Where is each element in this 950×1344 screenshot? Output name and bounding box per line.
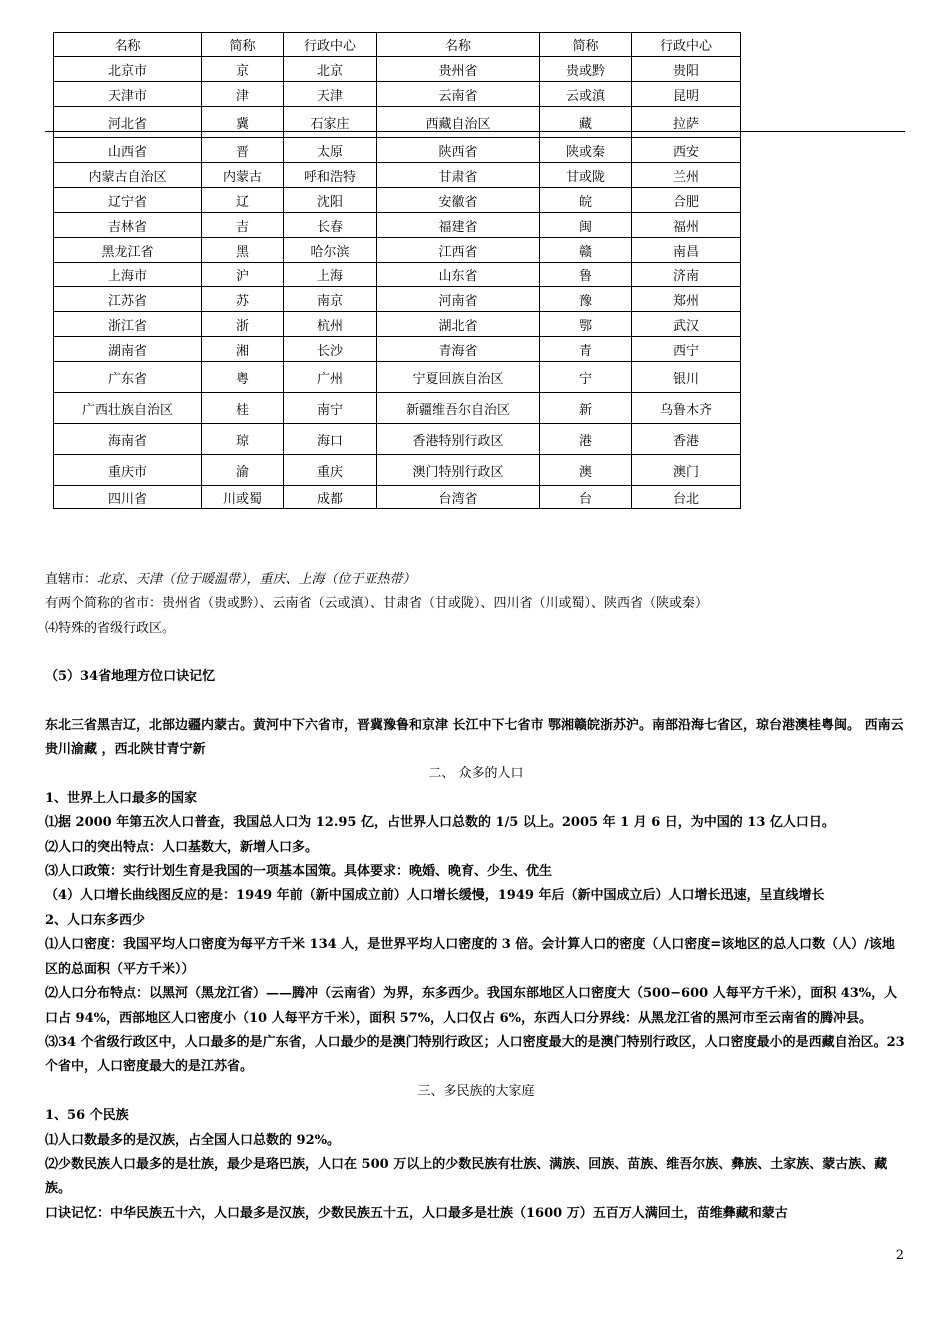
table-cell: 澳 xyxy=(540,455,632,486)
density-item-2: ⑵人口分布特点：以黑河（黑龙江省）——腾冲（云南省）为界，东多西少。我国东部地区人口密度大（500−600 人每平方千米），面积 43%，人口占 94%，西部地区人口密度小（10 人每平方千米），面积 57%，人口仅占 6%，东西人口分界线：从黑龙江省的黑河市至云南省的腾冲县。 xyxy=(45,986,898,1026)
table-row xyxy=(54,57,741,82)
table-cell: 杭州 xyxy=(284,312,377,337)
table-cell: 鄂 xyxy=(540,312,632,337)
table-cell: 合肥 xyxy=(632,188,741,213)
table-cell: 呼和浩特 xyxy=(284,163,377,188)
table-cell: 皖 xyxy=(540,188,632,213)
table-cell: 武汉 xyxy=(632,312,741,337)
table-cell: 海南省 xyxy=(54,424,202,455)
table-cell: 浙 xyxy=(202,312,284,337)
table-cell: 北京 xyxy=(284,57,377,82)
table-row xyxy=(54,362,741,393)
table-cell: 粤 xyxy=(202,362,284,393)
table-cell: 甘肃省 xyxy=(377,163,540,188)
table-row xyxy=(54,312,741,337)
table-row xyxy=(54,107,741,138)
header-cell: 简称 xyxy=(540,33,632,57)
table-cell: 浙江省 xyxy=(54,312,202,337)
table-row xyxy=(54,424,741,455)
table-cell: 贵阳 xyxy=(632,57,741,82)
ethnic-subtitle-1: 1、56 个民族 xyxy=(45,1108,129,1124)
table-cell: 吉 xyxy=(202,213,284,238)
table-cell: 上海市 xyxy=(54,263,202,287)
table-row xyxy=(54,82,741,107)
table-cell: 新疆维吾尔自治区 xyxy=(377,393,540,424)
table-cell: 宁夏回族自治区 xyxy=(377,362,540,393)
ethnic-mnemonic: 口诀记忆：中华民族五十六，人口最多是汉族，少数民族五十五，人口最多是壮族（1600 万）五百万人满回土，苗维彝藏和蒙古 xyxy=(45,1205,788,1221)
table-cell: 成都 xyxy=(284,486,377,509)
population-subtitle-2: 2、人口东多西少 xyxy=(45,912,146,928)
ethnic-item-2: ⑵少数民族人口最多的是壮族，最少是珞巴族，人口在 500 万以上的少数民族有壮族、满族、回族、苗族、维吾尔族、彝族、土家族、蒙古族、藏族。 xyxy=(45,1156,888,1197)
table-cell: 津 xyxy=(202,82,284,107)
table-cell: 台北 xyxy=(632,486,741,509)
table-cell: 闽 xyxy=(540,213,632,238)
section-5-heading: （5）34省地理方位口诀记忆 xyxy=(45,669,216,685)
table-cell: 南宁 xyxy=(284,393,377,424)
table-cell: 湖北省 xyxy=(377,312,540,337)
table-cell: 天津 xyxy=(284,82,377,107)
table-cell: 江西省 xyxy=(377,238,540,263)
table-cell: 桂 xyxy=(202,393,284,424)
density-item-3: ⑶34 个省级行政区中，人口最多的是广东省，人口最少的是澳门特别行政区；人口密度最大的是澳门特别行政区，人口密度最小的是西藏自治区。23 个省中，人口密度最大的是江苏省。 xyxy=(45,1034,905,1075)
table-cell: 新 xyxy=(540,393,632,424)
table-cell: 晋 xyxy=(202,138,284,163)
heading-ethnic-groups: 三、多民族的大家庭 xyxy=(417,1083,535,1099)
population-subtitle-1: 1、世界上人口最多的国家 xyxy=(45,790,198,806)
table-row xyxy=(54,486,741,509)
table-cell: 重庆 xyxy=(284,455,377,486)
table-cell: 澳门 xyxy=(632,455,741,486)
ethnic-item-1: ⑴人口数最多的是汉族，占全国人口总数的 92%。 xyxy=(45,1132,340,1148)
table-cell: 沪 xyxy=(202,263,284,287)
table-cell: 辽宁省 xyxy=(54,188,202,213)
population-item-1: ⑴据 2000 年第五次人口普查，我国总人口为 12.95 亿，占世界人口总数的 1/5 以上。2005 年 1 月 6 日，为中国的 13 亿人口日。 xyxy=(45,815,835,831)
table-cell: 福州 xyxy=(632,213,741,238)
document-body xyxy=(45,568,907,1226)
table-cell: 云南省 xyxy=(377,82,540,107)
table-cell: 内蒙古 xyxy=(202,163,284,188)
table-cell: 陕或秦 xyxy=(540,138,632,163)
table-cell: 川或蜀 xyxy=(202,486,284,509)
table-cell: 豫 xyxy=(540,287,632,312)
table-cell: 吉林省 xyxy=(54,213,202,238)
header-cell: 行政中心 xyxy=(284,33,377,57)
table-cell: 兰州 xyxy=(632,163,741,188)
table-cell: 渝 xyxy=(202,455,284,486)
table-cell: 湘 xyxy=(202,337,284,362)
table-cell: 石家庄 xyxy=(284,107,377,138)
table-cell: 香港 xyxy=(632,424,741,455)
table-cell: 银川 xyxy=(632,362,741,393)
table-cell: 西安 xyxy=(632,138,741,163)
table-cell: 琼 xyxy=(202,424,284,455)
population-item-4: （4）人口增长曲线图反应的是：1949 年前（新中国成立前）人口增长缓慢，1949 年后（新中国成立后）人口增长迅速，呈直线增长 xyxy=(45,888,825,904)
table-cell: 海口 xyxy=(284,424,377,455)
header-cell: 简称 xyxy=(202,33,284,57)
table-cell: 广西壮族自治区 xyxy=(54,393,202,424)
table-cell: 陕西省 xyxy=(377,138,540,163)
table-cell: 台 xyxy=(540,486,632,509)
table-cell: 安徽省 xyxy=(377,188,540,213)
header-cell: 名称 xyxy=(54,33,202,57)
population-item-3: ⑶人口政策：实行计划生育是我国的一项基本国策。具体要求：晚婚、晚育、少生、优生 xyxy=(45,864,553,880)
table-cell: 广东省 xyxy=(54,362,202,393)
table-cell: 拉萨 xyxy=(632,107,741,138)
table-row xyxy=(54,238,741,263)
table-cell: 青海省 xyxy=(377,337,540,362)
table-row xyxy=(54,287,741,312)
table-cell: 西藏自治区 xyxy=(377,107,540,138)
table-cell: 广州 xyxy=(284,362,377,393)
population-item-2: ⑵人口的突出特点：人口基数大，新增人口多。 xyxy=(45,839,319,855)
table-cell: 贵或黔 xyxy=(540,57,632,82)
table-cell: 南京 xyxy=(284,287,377,312)
table-cell: 台湾省 xyxy=(377,486,540,509)
page-number: 2 xyxy=(895,1248,904,1263)
table-cell: 甘或陇 xyxy=(540,163,632,188)
table-cell: 苏 xyxy=(202,287,284,312)
table-cell: 上海 xyxy=(284,263,377,287)
table-row xyxy=(54,188,741,213)
table-cell: 内蒙古自治区 xyxy=(54,163,202,188)
table-cell: 贵州省 xyxy=(377,57,540,82)
table-cell: 澳门特别行政区 xyxy=(377,455,540,486)
table-cell: 河南省 xyxy=(377,287,540,312)
table-cell: 南昌 xyxy=(632,238,741,263)
table-cell: 郑州 xyxy=(632,287,741,312)
table-cell: 长沙 xyxy=(284,337,377,362)
table-cell: 昆明 xyxy=(632,82,741,107)
table-cell: 江苏省 xyxy=(54,287,202,312)
table-cell: 河北省 xyxy=(54,107,202,138)
table-row xyxy=(54,163,741,188)
table-cell: 长春 xyxy=(284,213,377,238)
table-cell: 西宁 xyxy=(632,337,741,362)
table-cell: 辽 xyxy=(202,188,284,213)
table-cell: 港 xyxy=(540,424,632,455)
table-row xyxy=(54,213,741,238)
table-cell: 黑龙江省 xyxy=(54,238,202,263)
table-cell: 福建省 xyxy=(377,213,540,238)
table-cell: 云或滇 xyxy=(540,82,632,107)
table-cell: 黑 xyxy=(202,238,284,263)
heading-population: 二、 众多的人口 xyxy=(428,766,524,782)
table-header-row xyxy=(54,33,741,57)
density-item-1: ⑴人口密度：我国平均人口密度为每平方千米 134 人，是世界平均人口密度的 3 倍。会计算人口的密度（人口密度=该地区的总人口数（人）/该地区的总面积（平方千米）） xyxy=(45,937,895,977)
municipalities-line xyxy=(45,568,907,592)
table-cell: 宁 xyxy=(540,362,632,393)
table-cell: 湖南省 xyxy=(54,337,202,362)
table-row xyxy=(54,138,741,163)
table-cell: 山西省 xyxy=(54,138,202,163)
table-row xyxy=(54,455,741,486)
table-cell: 山东省 xyxy=(377,263,540,287)
header-cell: 行政中心 xyxy=(632,33,741,57)
table-cell: 冀 xyxy=(202,107,284,138)
table-cell: 鲁 xyxy=(540,263,632,287)
table-cell: 香港特别行政区 xyxy=(377,424,540,455)
province-table xyxy=(53,32,741,509)
table-row xyxy=(54,263,741,287)
municipalities-value: 北京、天津（位于暖温带），重庆、上海（位于亚热带） xyxy=(97,572,416,587)
table-cell: 重庆市 xyxy=(54,455,202,486)
table-cell: 赣 xyxy=(540,238,632,263)
table-row xyxy=(54,337,741,362)
table-cell: 哈尔滨 xyxy=(284,238,377,263)
table-cell: 藏 xyxy=(540,107,632,138)
table-cell: 沈阳 xyxy=(284,188,377,213)
table-cell: 青 xyxy=(540,337,632,362)
mnemonic-paragraph: 东北三省黑吉辽，北部边疆内蒙古。黄河中下六省市，晋冀豫鲁和京津 长江中下七省市 鄂湘赣皖浙苏沪。南部沿海七省区，琼台港澳桂粤闽。 西南云贵川渝藏 ，西北陕甘青宁新 xyxy=(45,717,904,758)
table-cell: 四川省 xyxy=(54,486,202,509)
table-cell: 天津市 xyxy=(54,82,202,107)
table-row xyxy=(54,393,741,424)
two-abbreviation-line: 有两个简称的省市：贵州省（贵或黔）、云南省（云或滇）、甘肃省（甘或陇）、四川省（川或蜀）、陕西省（陕或秦） xyxy=(45,596,709,612)
municipalities-label: 直辖市： xyxy=(45,572,98,587)
table-cell: 京 xyxy=(202,57,284,82)
header-cell: 名称 xyxy=(377,33,540,57)
table-cell: 北京市 xyxy=(54,57,202,82)
table-cell: 乌鲁木齐 xyxy=(632,393,741,424)
table-cell: 济南 xyxy=(632,263,741,287)
table-cell: 太原 xyxy=(284,138,377,163)
special-regions-line: ⑷特殊的省级行政区。 xyxy=(45,620,176,636)
